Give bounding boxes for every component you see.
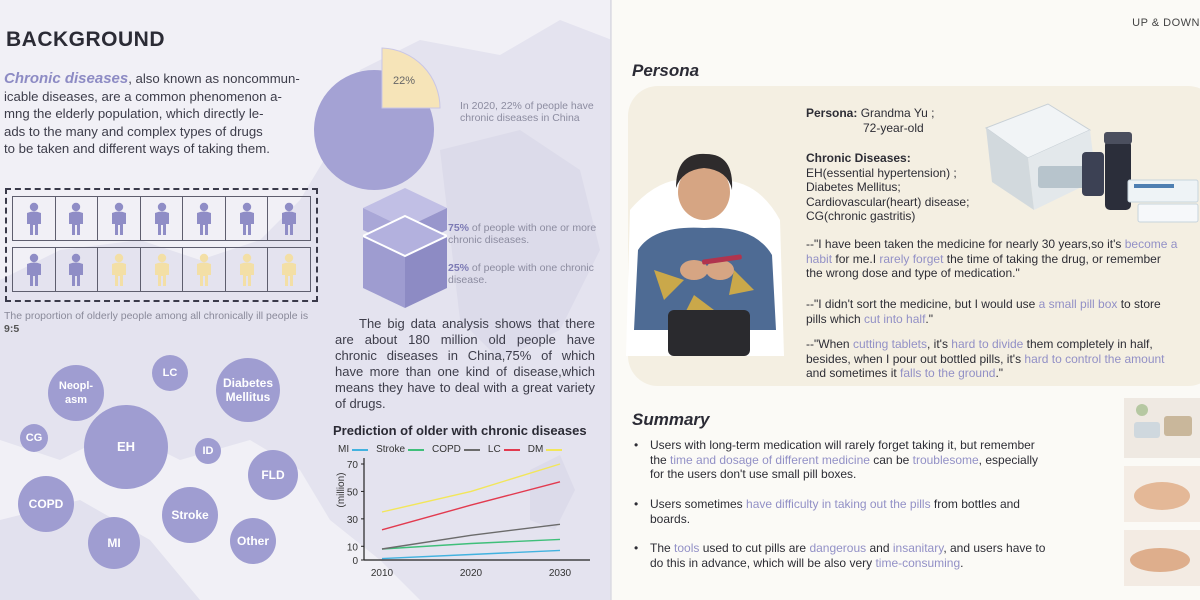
highlighted-phrase: insanitary — [892, 541, 944, 555]
highlighted-phrase: troublesome — [912, 452, 979, 467]
legend-label: MI — [338, 444, 350, 455]
disease-item: EH(essential hypertension) ; — [806, 165, 957, 180]
text-run: --"When — [806, 337, 853, 351]
intro-line: to be taken and different ways of taking them. — [4, 141, 270, 156]
text-run: The — [650, 541, 675, 555]
people-cell — [141, 197, 184, 240]
text-run: from bottles and — [930, 497, 1020, 511]
people-row — [12, 196, 311, 241]
highlighted-phrase: become a — [1124, 237, 1178, 251]
highlighted-phrase: a small pill box — [1038, 297, 1118, 311]
text-run: , especially — [978, 452, 1039, 467]
people-cell — [13, 248, 56, 291]
disease-bubble: EH — [84, 405, 168, 489]
legend-swatch — [546, 449, 562, 451]
text-run: do this in advance, which will be also very — [650, 555, 876, 570]
disease-item: Diabetes Mellitus; — [806, 180, 901, 194]
chronic-diseases-label: Chronic Diseases: — [806, 151, 911, 165]
persona-name: Grandma Yu ; — [857, 106, 935, 120]
legend-label: DM — [527, 444, 544, 455]
highlighted-phrase: hard to control the amount — [1024, 351, 1165, 366]
highlighted-phrase: dangerous — [809, 541, 867, 555]
chronic-diseases-list — [806, 151, 969, 224]
disease-bubble: Other — [230, 518, 276, 564]
text-run: to store — [1117, 297, 1161, 311]
page-header: UP & DOWN — [1132, 17, 1200, 29]
legend-swatch — [504, 449, 520, 451]
page-title: BACKGROUND — [6, 28, 165, 51]
big-data-paragraph: The big data analysis shows that there are about 180 million old people have chronic diseases in China,75% of which have more than one kind of disease,which means they have to deal with a great variety of drugs. — [335, 316, 595, 411]
intro-paragraph — [4, 70, 324, 158]
people-row — [12, 247, 311, 292]
text-run: , it's — [926, 337, 952, 351]
intro-line: ads to the many and complex types of drugs — [4, 123, 263, 139]
text-run: --"I didn't sort the medicine, but I would use — [806, 297, 1039, 311]
x-tick-label: 2020 — [459, 568, 483, 579]
disease-bubble: ID — [195, 438, 221, 464]
text-run: used to cut pills are — [699, 541, 810, 555]
text-run: for me.I — [832, 251, 880, 266]
elderly-person-icon — [67, 253, 85, 287]
highlighted-phrase: cutting tablets — [852, 337, 927, 351]
text-run: boards. — [650, 511, 691, 526]
ill-person-icon — [238, 253, 256, 287]
people-cell — [98, 197, 141, 240]
persona-info — [806, 106, 935, 135]
y-tick-label: 50 — [346, 487, 358, 499]
disease-bubble: Neopl- asm — [48, 365, 104, 421]
line-chart — [318, 452, 598, 590]
pie-note: In 2020, 22% of people have chronic diseases in China — [460, 100, 594, 124]
series-line-copd — [382, 524, 560, 549]
people-cell — [226, 248, 269, 291]
people-cell — [183, 197, 226, 240]
y-tick-label: 0 — [352, 556, 358, 567]
people-cell — [183, 248, 226, 291]
elderly-person-icon — [67, 202, 85, 236]
text-run: , and users have to — [943, 541, 1046, 555]
text-run: and — [866, 541, 893, 555]
disease-bubble: FLD — [248, 450, 298, 500]
disease-bubble: Stroke — [162, 487, 218, 543]
text-run: the time of taking the drug, or remember — [943, 251, 1161, 266]
highlighted-phrase: tools — [674, 541, 700, 555]
legend-swatch — [352, 449, 368, 451]
summary-item — [632, 541, 1107, 570]
persona-label: Persona: — [806, 106, 858, 120]
disease-item: Cardiovascular(heart) disease; — [806, 194, 970, 209]
summary-item — [632, 438, 1107, 482]
ill-person-icon — [195, 253, 213, 287]
people-cell — [56, 197, 99, 240]
elderly-person-icon — [238, 202, 256, 236]
y-tick-label: 70 — [346, 460, 358, 471]
pill-handling-images — [1120, 392, 1200, 592]
elderly-person-icon — [195, 202, 213, 236]
intro-line: , also known as noncommun- — [128, 71, 300, 86]
highlighted-phrase: cut into half — [864, 311, 926, 326]
medicine-bottles-image — [978, 100, 1200, 230]
people-cell — [268, 197, 310, 240]
disease-bubble: CG — [20, 424, 48, 452]
summary-item — [632, 497, 1107, 526]
persona-page — [612, 0, 1200, 600]
x-tick-label: 2030 — [548, 568, 572, 579]
disease-bubble: COPD — [18, 476, 74, 532]
people-cell — [141, 248, 184, 291]
legend-label: LC — [487, 444, 501, 455]
highlighted-phrase: time and dosage of different medicine — [670, 452, 870, 467]
highlighted-phrase: hard to divide — [951, 337, 1024, 351]
text-run: for the users don't use small pill boxes. — [650, 467, 857, 481]
persona-quote — [806, 237, 1200, 281]
text-run: the — [650, 452, 671, 467]
elderly-person-icon — [280, 202, 298, 236]
people-cell — [268, 248, 310, 291]
highlighted-phrase: habit — [806, 251, 833, 266]
people-cell — [226, 197, 269, 240]
intro-line: icable diseases, are a common phenomenon a- — [4, 88, 282, 104]
text-run: besides, when I pour out bottled pills, it's — [806, 351, 1025, 366]
pie-label: 22% — [392, 75, 416, 87]
highlighted-phrase: time-consuming — [875, 555, 961, 570]
highlighted-phrase: have difficulty in taking out the pills — [746, 497, 931, 511]
cube-note-lower: 25% of people with one chronic disease. — [448, 262, 594, 286]
text-run: Users sometimes — [650, 497, 747, 511]
intro-highlight: Chronic diseases — [4, 70, 129, 87]
text-run: can be — [869, 452, 913, 467]
text-run: the wrong dose and type of medication." — [806, 266, 1020, 280]
ill-person-icon — [110, 253, 128, 287]
disease-bubble: Diabetes Mellitus — [216, 358, 280, 422]
people-ratio-grid — [5, 188, 318, 302]
people-caption: The proportion of olderly people among all chronically ill people is 9:5 — [4, 310, 309, 335]
intro-line: mng the elderly population, which directly le- — [4, 106, 264, 121]
cube-graphic — [363, 188, 447, 310]
y-tick-label: 10 — [346, 542, 358, 554]
text-run: and sometimes it — [806, 366, 901, 380]
ill-person-icon — [153, 253, 171, 287]
people-cell — [98, 248, 141, 291]
text-run: pills which — [806, 311, 865, 326]
legend-swatch — [464, 449, 480, 451]
text-run: --"I have been taken the medicine for nearly 30 years,so it's — [806, 237, 1125, 251]
legend-label: Stroke — [376, 444, 406, 455]
persona-heading: Persona — [632, 61, 700, 80]
disease-bubble: LC — [152, 355, 188, 391]
elderly-person-icon — [25, 202, 43, 236]
elderly-person-icon — [153, 202, 171, 236]
disease-bubble: MI — [88, 517, 140, 569]
elderly-person-icon — [110, 202, 128, 236]
text-run: them completely in half, — [1023, 337, 1153, 351]
text-run: Users with long-term medication will rarely forget taking it, but remember — [650, 438, 1035, 452]
series-line-mi — [382, 550, 560, 558]
highlighted-phrase: falls to the ground — [900, 366, 996, 380]
text-run: ." — [995, 366, 1004, 380]
y-tick-label: 30 — [346, 514, 358, 526]
persona-quote — [806, 297, 1200, 326]
chart-title: Prediction of older with chronic diseases — [333, 423, 587, 438]
legend-label: COPD — [432, 444, 461, 455]
cube-note-upper: 75% of people with one or more chronic diseases. — [448, 222, 597, 246]
y-axis-label: (million) — [336, 472, 347, 508]
x-tick-label: 2010 — [370, 568, 394, 579]
persona-quote — [806, 337, 1200, 381]
text-run: . — [960, 555, 964, 570]
persona-age: 72-year-old — [863, 120, 924, 135]
pie-chart-22-percent — [312, 40, 462, 190]
disease-item: CG(chronic gastritis) — [806, 209, 916, 223]
ill-person-icon — [280, 253, 298, 287]
legend-swatch — [408, 449, 424, 451]
grandma-photo — [624, 130, 786, 356]
people-cell — [13, 197, 56, 240]
elderly-person-icon — [25, 253, 43, 287]
text-run: ." — [925, 311, 933, 326]
summary-heading: Summary — [632, 410, 710, 429]
highlighted-phrase: rarely forget — [879, 251, 944, 266]
people-cell — [56, 248, 99, 291]
